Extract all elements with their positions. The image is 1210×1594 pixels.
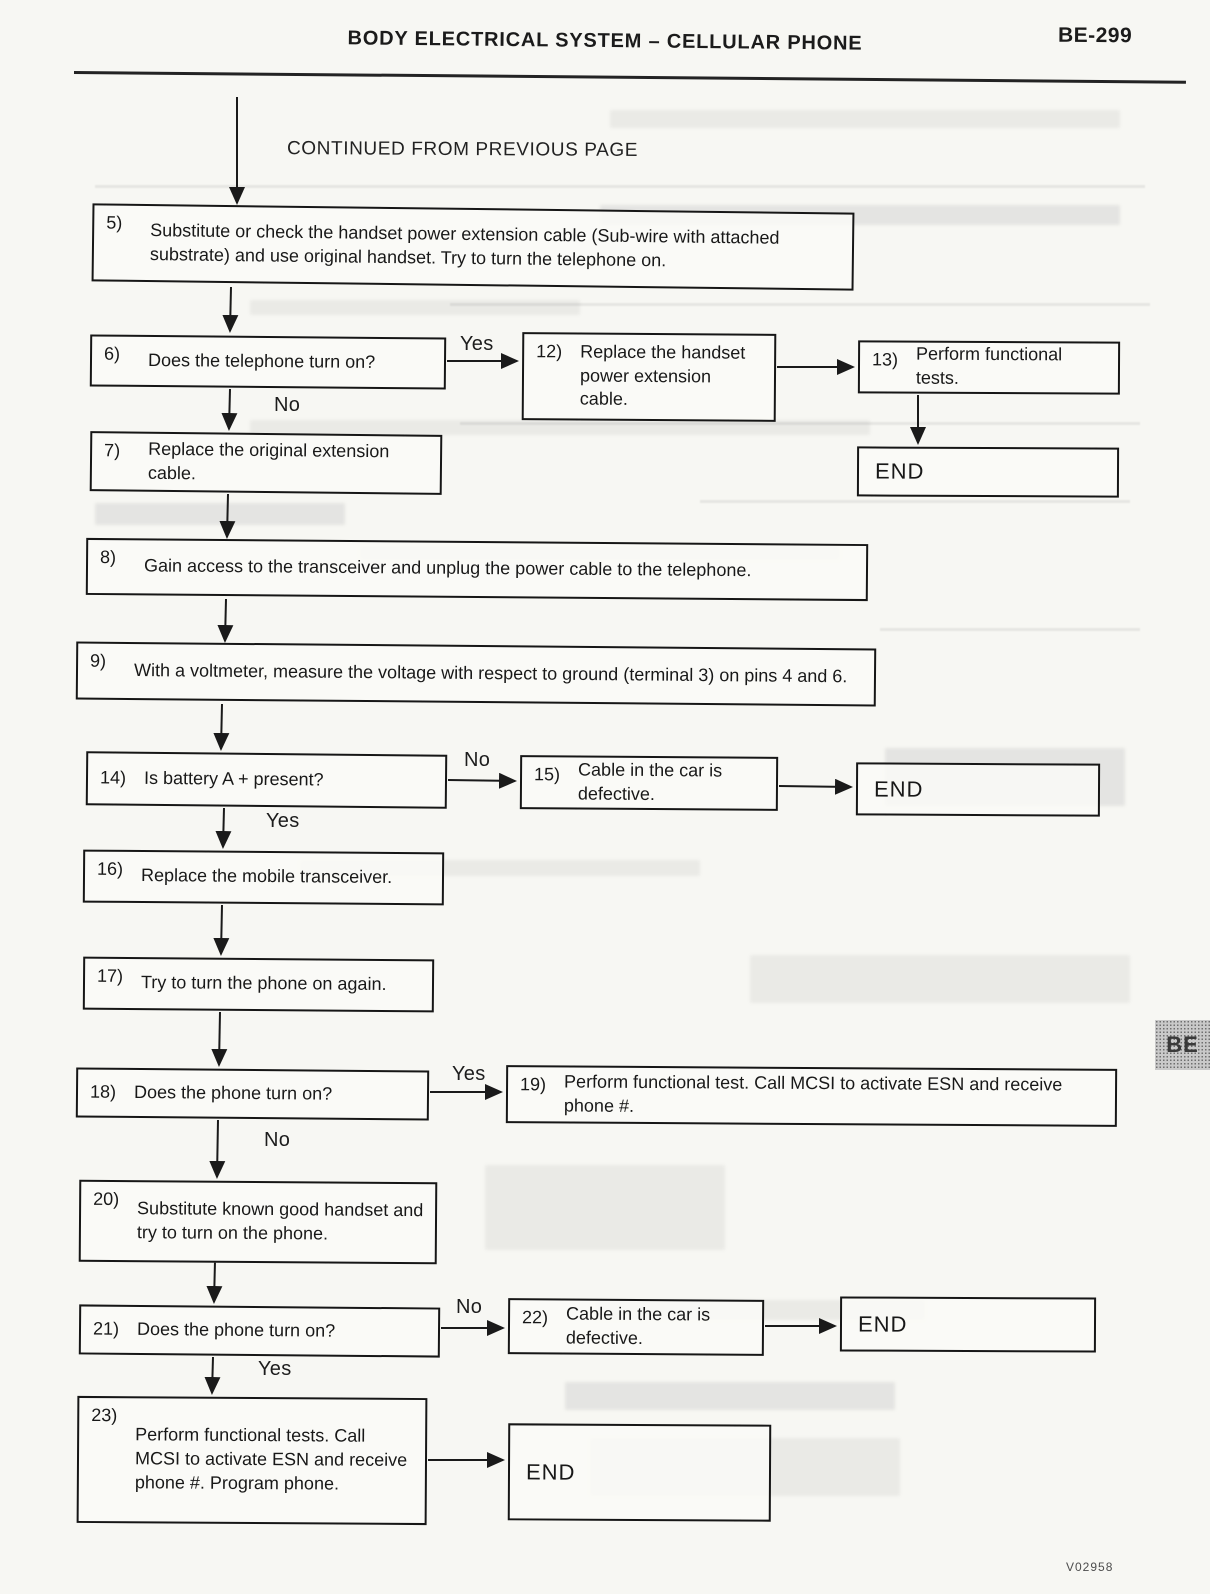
flow-box-number: 23) <box>91 1405 118 1426</box>
flow-box-text: Cable in the car is defective. <box>577 759 723 804</box>
flow-box-number: 19) <box>520 1074 547 1095</box>
flow-box-text: Does the phone turn on? <box>133 1081 333 1104</box>
flow-box-text: Perform functional tests. <box>915 343 1063 388</box>
flow-box-5 <box>92 203 855 290</box>
flow-box-text: Replace the mobile transceiver. <box>140 865 393 888</box>
flow-box-18 <box>76 1067 429 1120</box>
end-box: END <box>856 762 1100 816</box>
bleedthrough-artifact <box>95 185 1145 188</box>
flow-box-number: 14) <box>99 767 127 788</box>
flow-box-number: 6) <box>103 343 121 364</box>
flow-box-number: 13) <box>871 349 899 370</box>
flow-box-20 <box>79 1180 438 1264</box>
bleedthrough-artifact <box>250 420 870 435</box>
bleedthrough-artifact <box>460 422 1140 425</box>
flow-box-number: 18) <box>89 1081 117 1102</box>
end-box: END <box>508 1423 772 1521</box>
section-tab-be: BE <box>1155 1020 1210 1070</box>
flow-box-text: With a voltmeter, measure the voltage with respect to ground (terminal 3) on pins 4 and 6. <box>133 659 848 686</box>
flow-box-23 <box>77 1396 428 1525</box>
flow-box-text: Substitute or check the handset power extension cable (Sub-wire with attached substrate) and use original handset. Try to turn the telephone on. <box>149 219 780 270</box>
bleedthrough-artifact <box>750 955 1130 1003</box>
flow-box-number: 21) <box>92 1318 120 1339</box>
flow-box-16 <box>83 850 444 906</box>
flow-box-13 <box>858 340 1120 394</box>
flow-box-number: 12) <box>536 341 563 362</box>
flow-box-6 <box>90 334 446 389</box>
flow-box-text: Substitute known good handset and try to turn on the phone. <box>136 1197 424 1243</box>
flow-box-number: 8) <box>100 547 117 568</box>
flow-box-12 <box>522 332 777 422</box>
decision-label-yes: Yes <box>258 1358 292 1380</box>
flow-box-9 <box>76 642 876 707</box>
flow-box-text: Gain access to the transceiver and unplug the power cable to the telephone. <box>143 555 752 581</box>
decision-label-yes: Yes <box>460 333 494 355</box>
flow-box-text: Cable in the car is defective. <box>565 1303 711 1348</box>
bleedthrough-artifact <box>565 1382 895 1410</box>
flow-box-8 <box>86 538 868 601</box>
bleedthrough-artifact <box>485 1165 725 1250</box>
end-box: END <box>857 446 1119 497</box>
flow-box-number: 5) <box>106 212 123 233</box>
flow-box-number: 15) <box>533 764 561 785</box>
flow-box-14 <box>86 751 448 808</box>
flow-box-15 <box>520 755 778 811</box>
figure-code: V02958 <box>1066 1560 1114 1574</box>
flow-box-text: Replace the handset power extension cable. <box>579 341 746 410</box>
decision-label-yes: Yes <box>452 1063 486 1085</box>
decision-label-no: No <box>264 1129 291 1151</box>
flow-box-7 <box>90 431 443 495</box>
flow-box-text: Replace the original extension cable. <box>147 438 390 483</box>
bleedthrough-artifact <box>880 628 1140 631</box>
end-box: END <box>840 1296 1096 1352</box>
flow-box-number: 16) <box>96 858 124 879</box>
header-rule <box>74 71 1186 84</box>
decision-label-yes: Yes <box>266 810 300 832</box>
decision-label-no: No <box>464 749 491 771</box>
flow-box-number: 20) <box>93 1188 120 1210</box>
flow-box-21 <box>79 1304 440 1357</box>
bleedthrough-artifact <box>450 303 1150 306</box>
bleedthrough-artifact <box>610 110 1120 128</box>
flow-box-text: Perform functional test. Call MCSI to activate ESN and receive phone #. <box>563 1071 1063 1116</box>
bleedthrough-artifact <box>95 503 345 525</box>
flow-box-19 <box>506 1065 1117 1127</box>
page-title: BODY ELECTRICAL SYSTEM – CELLULAR PHONE <box>347 27 863 55</box>
bleedthrough-artifact <box>250 300 580 315</box>
flow-box-text: Does the phone turn on? <box>136 1318 336 1341</box>
flow-box-text: Try to turn the phone on again. <box>140 972 387 995</box>
flow-box-text: Is battery A + present? <box>143 767 324 790</box>
page-number: BE-299 <box>1057 23 1133 48</box>
flow-box-22 <box>508 1298 764 1356</box>
flow-box-number: 9) <box>90 650 107 671</box>
bleedthrough-artifact <box>700 500 1130 503</box>
flow-box-text: Does the telephone turn on? <box>147 349 376 372</box>
flow-box-17 <box>83 957 434 1013</box>
decision-label-no: No <box>456 1296 483 1318</box>
decision-label-no: No <box>274 394 301 416</box>
flow-box-number: 22) <box>521 1307 549 1328</box>
flow-box-number: 7) <box>104 440 121 461</box>
flow-box-number: 17) <box>96 965 124 986</box>
flow-box-text: Perform functional tests. Call MCSI to activate ESN and receive phone #. Program phone. <box>134 1424 408 1494</box>
continued-from-previous-page-label: CONTINUED FROM PREVIOUS PAGE <box>286 138 639 161</box>
